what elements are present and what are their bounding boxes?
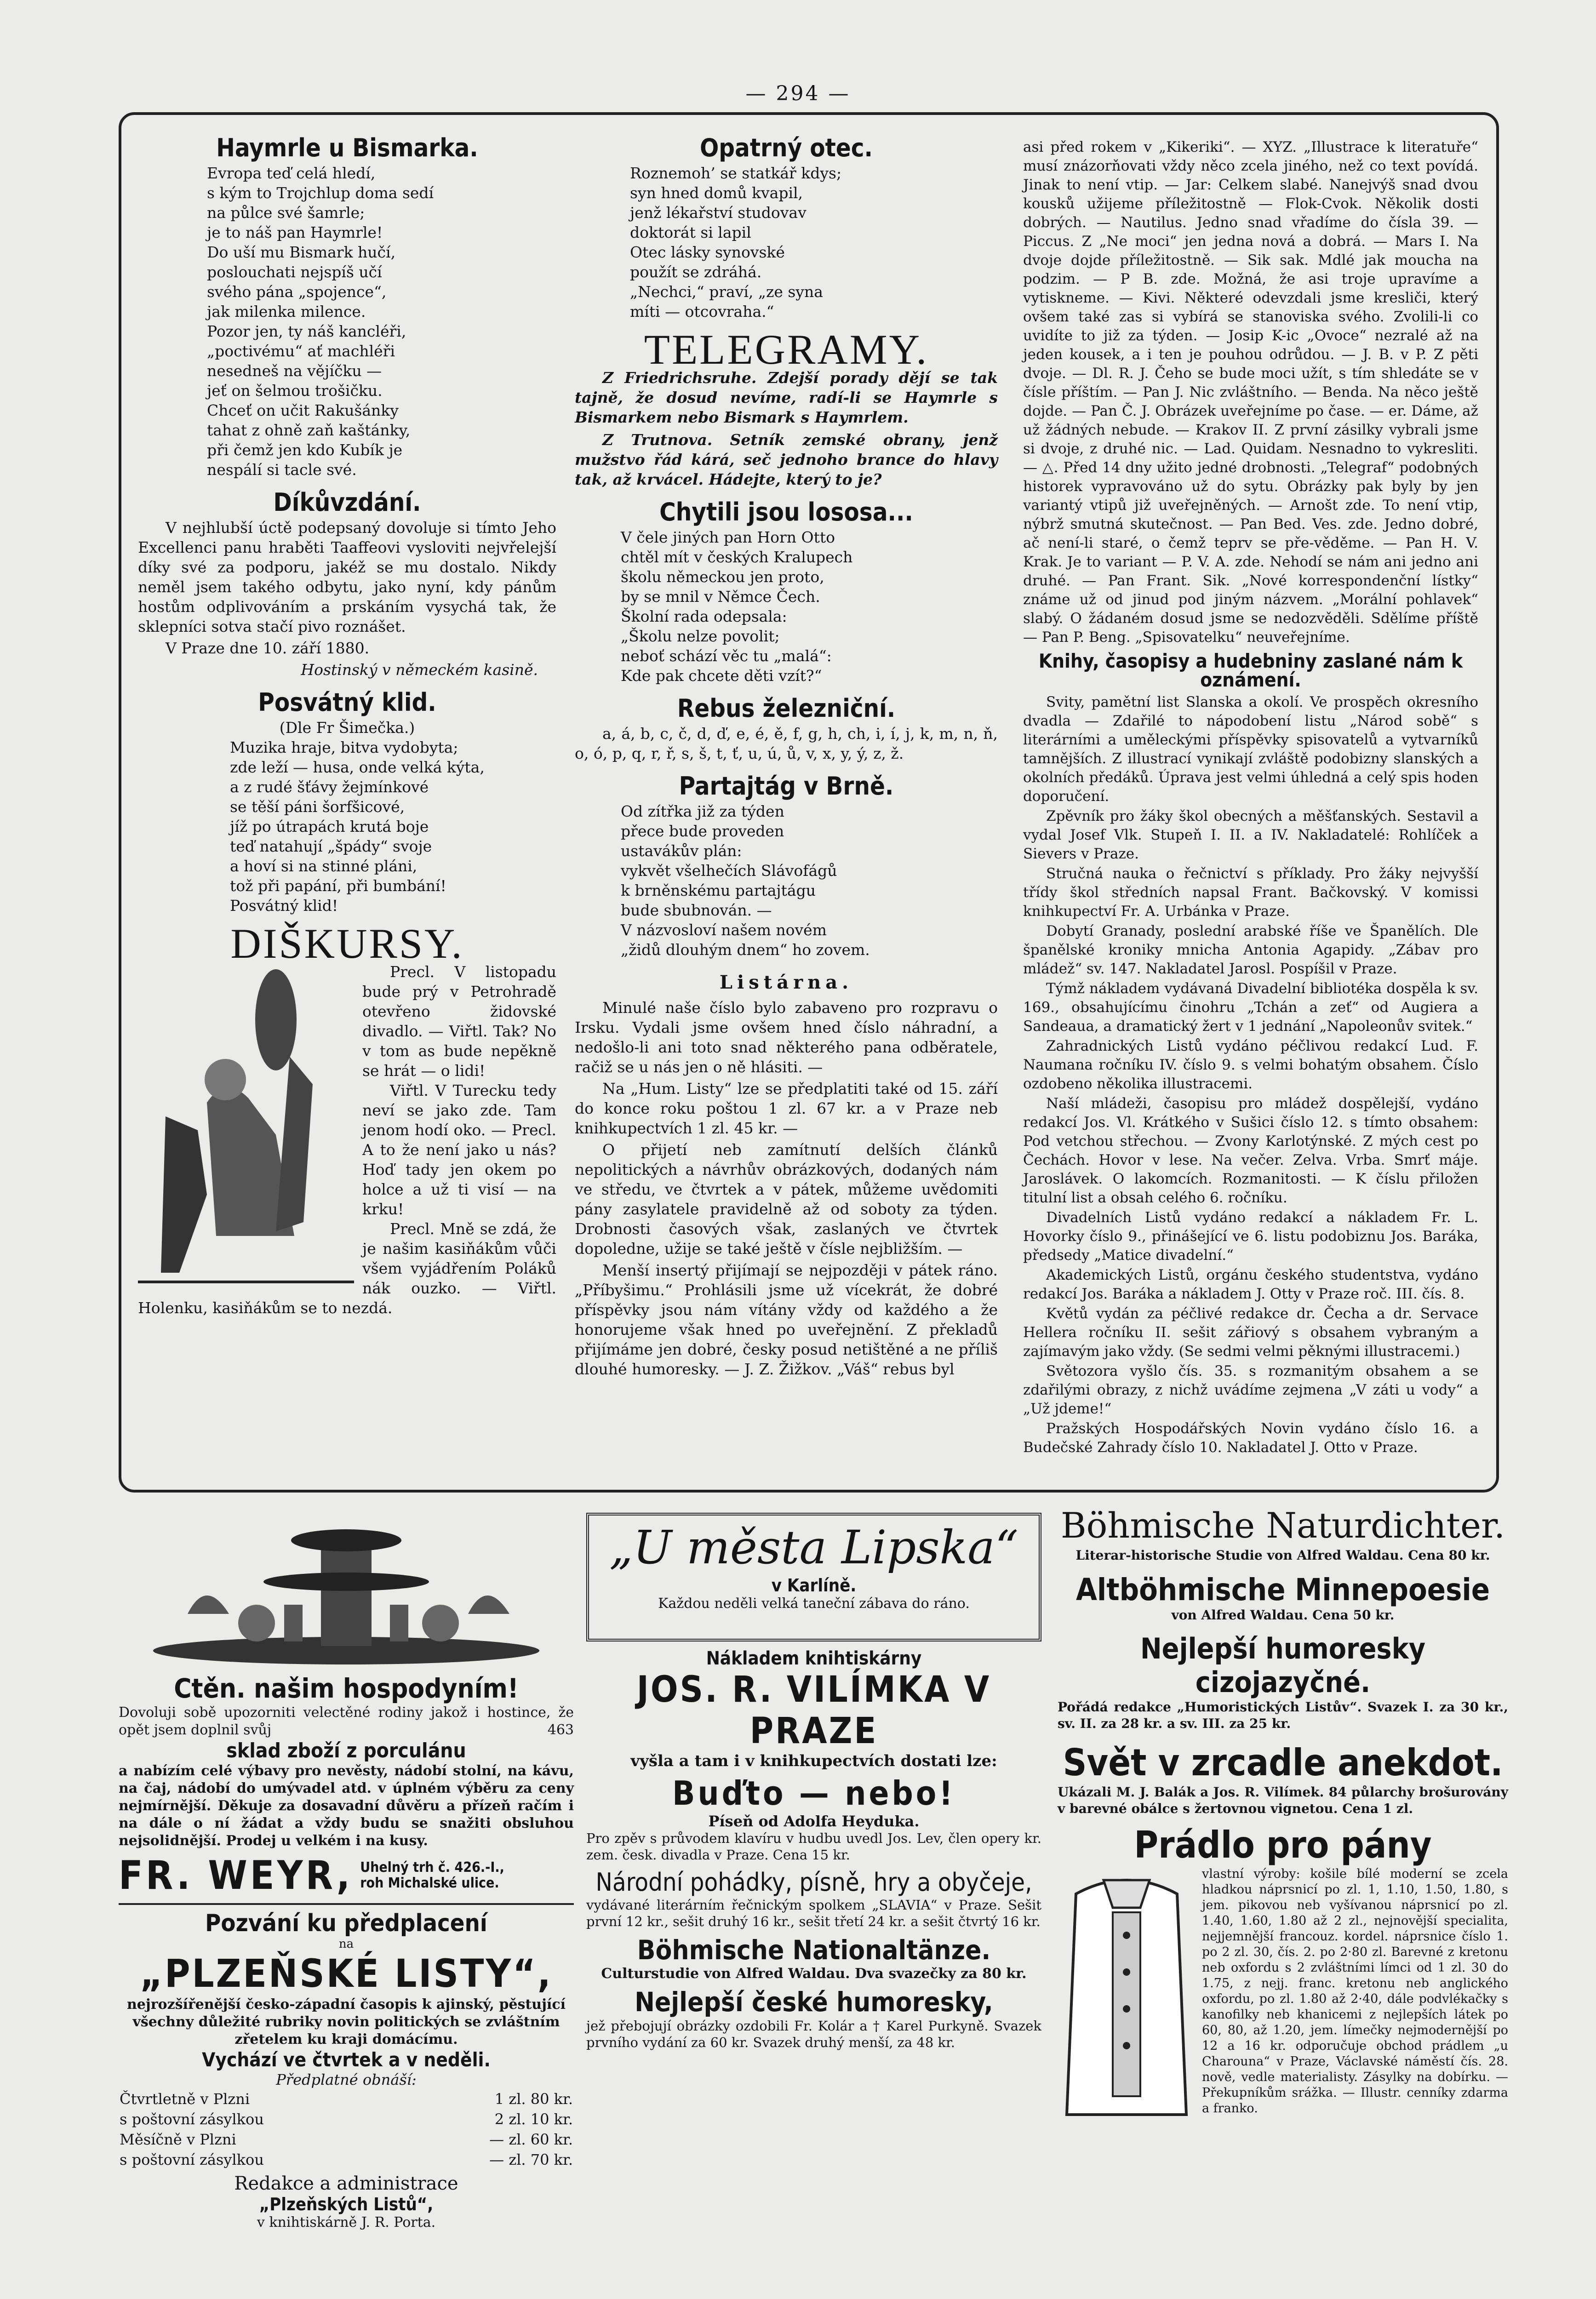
divider bbox=[119, 1903, 574, 1905]
poem-chytili-line: „Školu nelze povolit; bbox=[621, 627, 780, 645]
poem-haymrle-line: Pozor jen, ty náš kancléři, bbox=[207, 322, 406, 340]
plzen-intro: Pozvání ku předplacení bbox=[205, 1910, 487, 1937]
thanks-signature: Hostinský v německém kasině. bbox=[301, 661, 538, 679]
waldau-t4: Svět v zrcadle anekdot. bbox=[1063, 1741, 1503, 1784]
poem-opatrny-line: Otec lásky synovské bbox=[630, 243, 785, 261]
ad-left-column bbox=[119, 1513, 574, 2230]
heading-posvatny-klid: Posvátný klid. bbox=[258, 688, 436, 717]
pradlo-title: Prádlo pro pány bbox=[1134, 1824, 1432, 1866]
lipska-text: Každou neděli velká taneční zábava do ráno. bbox=[658, 1596, 970, 1612]
price-label: Měsíčně v Plzni bbox=[120, 2131, 236, 2148]
poem-partajtag-line: ustavákův plán: bbox=[621, 842, 742, 860]
poem-partajtag-line: vykvět všelhečích Slávofágů bbox=[621, 862, 837, 880]
poem-chytili-line: Kde pak chcete děti vzít?“ bbox=[621, 667, 822, 685]
plzen-schedule: Vychází ve čtvrtek a v neděli. bbox=[202, 2048, 491, 2071]
price-label: s poštovní zásylkou bbox=[120, 2110, 264, 2128]
heading-rebus: Rebus železniční. bbox=[677, 694, 896, 723]
poem-opatrny-line: Roznemoh’ se statkář kdys; bbox=[630, 164, 842, 182]
listarna-3: O přijetí neb zamítnutí delších článků nepolitických a návrhův obrázkových, dodaných nám ve středu, ve čtvrtek a v pátek, můžeme uvědomiti pány zasylatele pravidelně až od soboty za týden. Drobnosti časových však, zaslaných ve čtvrtek dopoledne, užije se také ještě v čísle nejbližším. — bbox=[575, 1141, 998, 1258]
listarna-1: Minulé naše číslo bylo zabaveno pro rozpravu o Irsku. Vydali jsme ovšem hned číslo náhradní, a nedošlo-li ani toto snad některého pana odběratele, račiž se u nás jen o ně hlásiti. — bbox=[575, 999, 998, 1076]
book-notice: Stručná nauka o řečnictví s příklady. Pro žáky nejvyšší třídy škol středních napsal Frant. Bačkovský. V komissi knihkupectví Fr. A. Urbánka v Praze. bbox=[1023, 865, 1478, 920]
book-notice: Květů vydán za péčlivé redakce dr. Čecha a dr. Servace Hellera ročníku II. sešit zářiový s obsahem vybraným a zajímavým jako vždy. (Se sedmi velmi pěknými illustracemi.) bbox=[1023, 1305, 1478, 1360]
price-label: Čtvrtletně v Plzni bbox=[120, 2090, 250, 2108]
heading-opatrny-otec: Opatrný otec. bbox=[699, 133, 873, 162]
poem-partajtag bbox=[575, 801, 998, 960]
waldau-t2-sub: von Alfred Waldau. Cena 50 kr. bbox=[1171, 1607, 1395, 1623]
poem-haymrle-line: na půlce své šamrle; bbox=[207, 204, 365, 222]
waldau-t1-sub: Literar-historische Studie von Alfred Waldau. Cena 80 kr. bbox=[1075, 1548, 1490, 1563]
poem-opatrny-line: míti — otcovraha.“ bbox=[630, 303, 774, 320]
heading-listarna: Listárna. bbox=[719, 972, 853, 993]
plzen-prices-head: Předplatné obnáší: bbox=[276, 2071, 417, 2088]
posvatny-subtitle: (Dle Fr Šimečka.) bbox=[279, 719, 415, 737]
pradlo-body bbox=[1058, 1866, 1508, 2124]
book3-text: Culturstudie von Alfred Waldau. Dva svazečky za 80 kr. bbox=[601, 1966, 1027, 1982]
book-notice: Dobytí Granady, poslední arabské říše ve Španělích. Dle španělské kroniky mnicha Antonia Agapidy. „Zábav pro mládež“ sv. 147. Nakladatel Jarosl. Pospíšil v Praze. bbox=[1023, 923, 1478, 977]
poem-posvatny-line: a z rudé šťávy žejmínkové bbox=[230, 778, 429, 796]
poem-opatrny-line: jenž lékařství studovav bbox=[630, 204, 807, 222]
poem-chytili-line: školu německou jen proto, bbox=[621, 568, 824, 586]
price-value: — zl. 60 kr. bbox=[489, 2131, 573, 2148]
diskursy-section bbox=[138, 962, 556, 1318]
telegram-2: Z Trutnova. Setník zemské obrany, jenž mužstvo řád kárá, seč jednoho brance do hlavy tak, až krvácel. Hádejte, který to je? bbox=[575, 431, 998, 488]
price-value: 2 zl. 10 kr. bbox=[494, 2110, 573, 2128]
listarna-2: Na „Hum. Listy“ lze se předplatiti také od 15. září do konce roku poštou 1 zl. 67 kr. a v Praze neb knihkupectvích 1 zl. 45 kr. — bbox=[575, 1080, 998, 1137]
book-notice: Naší mládeži, časopisu pro mládež dospělejší, vydáno redakcí Jos. Vl. Krátkého v Sušici číslo 12. s tímto obsahem: Pod vetchou střechou. — Zvony Karlotýnské. Z mých cest po Čechách. Hovor v lese. Na večer. Zelva. Vrba. Smrť máje. Jaroslávek. O lakomcích. Rozmanitosti. — K číslu přiložen titulní list a obsah celého 6. ročníku. bbox=[1023, 1095, 1478, 1206]
poem-haymrle-line: poslouchati nejspíš učí bbox=[207, 263, 382, 281]
poem-posvatny-line: teď natahují „špády“ svoje bbox=[230, 837, 432, 855]
weyr-heading: Ctěn. našim hospodyním! bbox=[174, 1673, 519, 1704]
books-list bbox=[1023, 693, 1478, 1457]
heading-haymrle: Haymrle u Bismarka. bbox=[216, 133, 478, 162]
poem-opatrny-line: syn hned domů kvapil, bbox=[630, 184, 803, 202]
lipska-box bbox=[586, 1513, 1041, 1641]
poem-posvatny-line: zde leží — husa, onde velká kýta, bbox=[230, 758, 485, 776]
plzen-na: na bbox=[338, 1937, 354, 1951]
shirt-illustration bbox=[1058, 1866, 1196, 2124]
book2-text: vydávané literárním řečnickým spolkem „SLAVIA“ v Praze. Sešit první 12 kr., sešit druhý 16 kr., sešit třetí 24 kr. a sešit čtvrtý 16 kr. bbox=[586, 1897, 1041, 1929]
price-value: — zl. 70 kr. bbox=[489, 2151, 573, 2168]
waldau-t3-sub: Pořádá redakce „Humoristických Listův“. Svazek I. za 30 kr., sv. II. za 28 kr. a sv. III. za 25 kr. bbox=[1058, 1699, 1508, 1731]
poem-haymrle-line: nesedneš na vějíčku — bbox=[207, 362, 382, 380]
book-notice: Svity, pamětní list Slanska a okolí. Ve prospěch okresního dvadla — Zdařilé to nápodobení listu „Národ sobě“ s literárními a uměleckými příspěvky spisovatelů a vytvarníků tamnějších. Z illustrací vynikají zvláště podobizny slanských a okolních předáků. Úprava jest velmi úhledná a celý spis hoden doporučení. bbox=[1023, 694, 1478, 805]
poem-chytili-line: neboť schází věc tu „malá“: bbox=[621, 647, 832, 665]
book-notice: Divadelních Listů vydáno redakcí a nákladem Fr. L. Hovorky číslo 9., přinášející ve 6. listu podobiznu Jos. Baráka, předsedy „Matice divadelní.“ bbox=[1023, 1209, 1478, 1264]
thanks-text bbox=[138, 518, 556, 658]
price-row bbox=[120, 2089, 573, 2109]
plzen-footer1: Redakce a administrace bbox=[234, 2173, 458, 2194]
vilimek-name: JOS. R. VILÍMKA V PRAZE bbox=[636, 1669, 991, 1752]
telegrams bbox=[575, 368, 998, 489]
book1-title: Buďto — nebo! bbox=[672, 1774, 955, 1813]
lipska-title: „U města Lipska“ bbox=[609, 1521, 1018, 1574]
poem-opatrny-line: doktorát si lapil bbox=[630, 223, 751, 241]
heading-telegramy: TELEGRAMY. bbox=[644, 326, 929, 373]
book3-title: Böhmische Nationaltänze. bbox=[637, 1934, 991, 1966]
weyr-signature bbox=[119, 1853, 574, 1899]
diskurs-2: Viřtl. V Turecku tedy neví se jako zde. Tam jenom hodí oko. — Precl. A to že není jako u nás? Hoď tady jen okem po holce a už ti visí — na krku! bbox=[362, 1081, 556, 1218]
lipska-place: v Karlíně. bbox=[771, 1575, 857, 1596]
poem-haymrle-line: Chceť on učit Rakušánky bbox=[207, 401, 399, 419]
rebus-text bbox=[575, 724, 998, 763]
price-label: s poštovní zásylkou bbox=[120, 2151, 264, 2168]
poem-partajtag-line: „židů dlouhým dnem“ ho zovem. bbox=[621, 941, 870, 959]
ad-right-column bbox=[1058, 1504, 1508, 2230]
waldau-t3: Nejlepší humoresky cizojazyčné. bbox=[1140, 1632, 1426, 1699]
poem-posvatny-line: Posvátný klid! bbox=[230, 897, 338, 915]
vilimek-intro: Nákladem knihtiskárny bbox=[706, 1648, 922, 1669]
book4-title: Nejlepší české humoresky, bbox=[635, 1986, 993, 2018]
poem-posvatny bbox=[138, 738, 556, 915]
waldau-t4-sub: Ukázali M. J. Balák a Jos. R. Vilímek. 84 půlarchy brošurovány v barevné obálce s žertovnou vignetou. Cena 1 zl. bbox=[1058, 1784, 1508, 1816]
poem-posvatny-line: a hoví si na stinné pláni, bbox=[230, 857, 418, 875]
poem-chytili-line: by se mnil v Němce Čech. bbox=[621, 588, 820, 606]
column-left bbox=[138, 133, 556, 1318]
poem-opatrny-line: použít se zdráhá. bbox=[630, 263, 762, 281]
telegram-1: Z Friedrichsruhe. Zdejší porady dějí se tak tajně, že dosud nevíme, radí-li se Haymrle s Bismarkem nebo Bismark s Haymrlem. bbox=[575, 369, 998, 426]
column-right bbox=[1023, 138, 1478, 1458]
listarna-text bbox=[575, 998, 998, 1379]
poem-haymrle-line: s kým to Trojchlup doma sedí bbox=[207, 184, 434, 202]
book-notice: Zahradnických Listů vydáno péčlivou redakcí Lud. F. Naumana ročníku IV. číslo 9. s velmi bohatým obsahem. Číslo ozdobeno několika illustracemi. bbox=[1023, 1038, 1478, 1092]
heading-partajtag: Partajtág v Brně. bbox=[679, 772, 894, 801]
weyr-text2: a nabízím celé výbavy pro nevěsty, nádobí stolní, na kávu, na čaj, nádobí do umývadel atd. v úplném výběru za ceny nejmírnější. Děkuje za dosavadní důvěru a přízeň račím i na dále o ní žádat a vždy budu se snažiti obsluhou nejsolidnější. Prodej u velkém i na kusy. bbox=[119, 1763, 574, 1849]
poem-chytili-line: V čele jiných pan Horn Otto bbox=[621, 528, 835, 546]
book-notice: Světozora vyšlo čís. 35. s rozmanitým obsahem a se zdařilými obrazy, z nichž uvádíme zejmena „V záti u vody“ a „Už jdeme!“ bbox=[1023, 1363, 1478, 1417]
book1-sub: Píseň od Adolfa Heyduka. bbox=[708, 1813, 920, 1830]
poem-opatrny bbox=[575, 163, 998, 321]
weyr-name: FR. WEYR, bbox=[119, 1853, 353, 1899]
thanks-paragraph: V nejhlubší úctě podepsaný dovoluje si tímto Jeho Excellenci panu hraběti Taaffeovi vysloviti nejvřelejší díky své za podporu, jakéž se mu dostalo. Nikdy neměl jsem takého odbytu, jako nyní, kdy pánům hostům odplivováním a prskáním vysychá tak, že sklepníci sotva stačí pivo roznášet. bbox=[138, 519, 556, 635]
poem-haymrle-line: je to náš pan Haymrle! bbox=[207, 223, 383, 241]
poem-haymrle-line: tahat z ohně zaň kaštánky, bbox=[207, 421, 411, 439]
heading-dikuvzdani: Díkůvzdání. bbox=[273, 488, 421, 517]
book-notice: Zpěvník pro žáky škol obecných a měšťanských. Sestavil a vydal Josef Vlk. Stupeň I. II. a IV. Nakladatelé: Rohlíček a Sievers v Praze. bbox=[1023, 808, 1478, 862]
ad-middle-column bbox=[586, 1513, 1041, 2221]
pradlo-text: vlastní výroby: košile bílé moderní se zcela hladkou náprsnicí po zl. 1, 1.10, 1.50, 1.80, s jem. pikovou neb vyšívanou náprsnicí po zl. 1.40, 1.60, 1.80 až 2 zl., nejnovější specialita, nejjemnější francouz. kordel. náprsnice číslo 1. po 2 zl. 30, čís. 2. po 2·80 zl. Barevné z kretonu neb oxfordu s 2 zvláštními límci od 1 zl. 30 do 1.75, z nejj. franc. kretonu neb anglického oxfordu, po zl. 1.80 až 2·40, dále podvlékačky s kanofilky neb khanicemi z nejlepších látek po 60, 80, až 1.20, jem. límečky nejmodernější po 12 a 16 kr. odporučuje obchod prádlem „u Charouna“ v Praze, Václavské náměstí čís. 28. nově, vedle materialisty. Zásylky na dobírku. — Překupníkům srážka. — Illustr. cenníky zdarma a franko. bbox=[1202, 1867, 1508, 2116]
poem-partajtag-line: V názvosloví našem novém bbox=[621, 921, 827, 939]
plzen-desc: nejrozšířenější česko-západní časopis k ajinský, pěstující všechny důležité rubriky novin politických se zvláštním zřetelem ku kraji domácímu. bbox=[127, 1996, 566, 2047]
poem-chytili-line: Školní rada odepsala: bbox=[621, 607, 787, 625]
listarna-continued: asi před rokem v „Kikeriki“. — XYZ. „Illustrace k literatuře“ musí znázorňovati vždy něco zcela jiného, než co text povídá. Jinak to není vtip. — Jar: Celkem slabé. Nanejvýš snad dvou kousků užijeme příležitostně — Flok-Cvok. Několik dosti dobrých. — Nautilus. Jedno snad vřadíme do čísla 39. — Piccus. Z „Ne moci“ jen jedna nová a dobrá. — Mars I. Na dvoje dojde příležitostně. — Sik sak. Mdlé jak moucha na podzim. — P B. zde. Možná, že asi troje upravíme a vytiskneme. — Kivi. Některé odevzdali jsme kresliči, který ovšem také zas si vybírá se stanoviska svého. Zvolili-li co uvidíte to již za týden. — Josip K-ic „Ovoce“ nezralé až na jeden kousek, a i ten je pouhou odrůdou. — J. B. v P. Z pěti dvoje. — Dl. R. J. Čeho se bude moci užít, s tím shledáte se v čísle příštím. — Pan J. Nic zvláštního. — Benda. Na něco ještě dojde. — Pan Č. J. Obrázek uveřejníme po čase. — er. Dáme, až už žádných nebude. — Krakov II. Z první zásilky vybrali jsme si dvoje, z druhé nic. — Lad. Quidam. Nesnadno to vykresliti. — △. Před 14 dny užito jedné drobnosti. „Telegraf“ podobných historek vypravováno už do sytu. Obrázky pak byly by jen variantý vtipů již uveřejněných. — Arnošt zde. To není vtip, nýbrž smutná skutečnost. — Pan Bed. Ves. zde. Jedno dobré, ač není-li staré, o čemž teprv se pře-věděme. — Pan H. V. Krak. Je to variant — P. V. A. zde. Nehodí se nám ani jedno ani druhé. — Pan Frant. Sik. „Nové korrespondenční lístky“ známe už od jinud pod jiným názvem. „Morální pohlavek“ slabý. O žádaném dosud jsme se nedozvěděli. Sdělíme příště — Pan P. Beng. „Spisovatelku“ neuveřejníme. bbox=[1023, 139, 1478, 646]
poem-posvatny-line: tož při papání, při bumbání! bbox=[230, 877, 446, 895]
cartoon-illustration bbox=[138, 965, 354, 1287]
poem-partajtag-line: přece bude proveden bbox=[621, 822, 784, 840]
rebus-letters: a, á, b, c, č, d, ď, e, é, ě, f, g, h, ch, i, í, j, k, m, n, ň, o, ó, p, q, r, ř, s, š, t, ť, u, ú, ů, v, x, y, ý, z, ž. bbox=[575, 725, 998, 762]
poem-chytili bbox=[575, 527, 998, 686]
waldau-t2: Altböhmische Minnepoesie bbox=[1075, 1572, 1490, 1607]
price-value: 1 zl. 80 kr. bbox=[494, 2090, 573, 2108]
poem-haymrle-line: Do uší mu Bismark hučí, bbox=[207, 243, 396, 261]
price-row bbox=[120, 2130, 573, 2149]
heading-knihy: Knihy, časopisy a hudebniny zaslané nám k oznámení. bbox=[1038, 650, 1463, 691]
waldau-t1: Böhmische Naturdichter. bbox=[1060, 1505, 1505, 1546]
weyr-ref: 463 bbox=[547, 1722, 574, 1738]
column-middle bbox=[575, 133, 998, 1381]
plzen-title: „PLZEŇSKÉ LISTY“, bbox=[140, 1951, 553, 1996]
book-notice: Týmž nákladem vydávaná Divadelní bibliotéka dospěla k sv. 169., obsahujícímu činohru „Tchán a zeť“ od Augiera a Sandeaua, a dramatický žert v 1 jednání „Napoleonův svitek.“ bbox=[1023, 980, 1478, 1035]
book-notice: Pražských Hospodářských Novin vydáno číslo 16. a Budečské Zahrady číslo 10. Nakladatel J. Otto v Praze. bbox=[1023, 1420, 1478, 1456]
heading-chytili: Chytili jsou lososa... bbox=[659, 498, 913, 526]
poem-posvatny-line: jíž po útrapách krutá boje bbox=[230, 818, 429, 835]
diskurs-1: Precl. V listopadu bude prý v Petrohradě otevřeno židovské divadlo. — Viřtl. Tak? No v tom as bude nepěkně se hrát — o lidi! bbox=[362, 963, 556, 1080]
vilimek-sub: vyšla a tam i v knihkupectvích dostati lze: bbox=[630, 1752, 997, 1770]
plzen-footer2: „Plzeňských Listů“, bbox=[259, 2194, 434, 2214]
book-notice: Akademických Listů, orgánu českého studentstva, vydáno redakcí Jos. Baráka a nákladem J. Otty v Praze roč. III. čís. 8. bbox=[1023, 1267, 1478, 1302]
price-row bbox=[120, 2150, 573, 2169]
poem-chytili-line: chtěl mít v českých Kralupech bbox=[621, 548, 853, 566]
poem-haymrle bbox=[138, 163, 556, 480]
poem-partajtag-line: k brněnskému partajtágu bbox=[621, 881, 816, 899]
poem-haymrle-line: nespálí si tacle své. bbox=[207, 461, 357, 479]
thanks-date: V Praze dne 10. září 1880. bbox=[166, 639, 370, 657]
poem-haymrle-line: Evropa teď celá hledí, bbox=[207, 164, 376, 182]
poem-partajtag-line: bude sbubnován. — bbox=[621, 901, 772, 919]
weyr-address: Uhelný trh č. 426.-I., roh Michalské ulice. bbox=[360, 1859, 504, 1891]
porcelain-illustration bbox=[119, 1513, 574, 1669]
weyr-text1: Dovoluji sobě upozorniti velectěné rodiny jakož i hostince, že opět jsem doplnil svůj 463 bbox=[119, 1704, 574, 1738]
heading-diskursy: DIŠKURSY. bbox=[230, 920, 464, 967]
weyr-heading2: sklad zboží z porculánu bbox=[226, 1739, 466, 1762]
poem-posvatny-line: Muzika hraje, bitva vydobyta; bbox=[230, 738, 458, 756]
book2-title: Národní pohádky, písně, hry a obyčeje, bbox=[595, 1868, 1032, 1897]
plzen-prices bbox=[119, 2088, 574, 2170]
poem-posvatny-line: se těší páni šorfšicové, bbox=[230, 798, 405, 816]
poem-haymrle-line: jak milenka milence. bbox=[207, 303, 366, 320]
price-row bbox=[120, 2110, 573, 2129]
poem-haymrle-line: při čemž jen kdo Kubík je bbox=[207, 441, 403, 459]
book1-text: Pro zpěv s průvodem klavíru v hudbu uvedl Jos. Lev, člen opery kr. zem. česk. divadla v Praze. Cena 15 kr. bbox=[586, 1830, 1041, 1863]
poem-haymrle-line: jeť on šelmou trošičku. bbox=[207, 382, 383, 400]
poem-haymrle-line: svého pána „spojence“, bbox=[207, 283, 387, 301]
poem-opatrny-line: „Nechci,“ praví, „ze syna bbox=[630, 283, 823, 301]
book4-text: jež přebojují obrázky ozdobili Fr. Kolár a † Karel Purkyně. Svazek prvního vydání za 60 kr. Svazek druhý menší, za 48 kr. bbox=[586, 2018, 1041, 2050]
listarna-4: Menší insertý přijímají se nejpozději v pátek ráno. „Příbyšimu.“ Prohlásili jsme už vícekrát, že dobré příspěvky jsou nám vítány vždy od každého a že honorujeme však hned po uveřejnění. Z překladů přijímáme jen dobré, česky posud netištěné a ne příliš dlouhé humoresky. — J. Z. Žižkov. „Váš“ rebus byl bbox=[575, 1261, 998, 1378]
diskurs-3: Precl. Mně se zdá, že je našim kasiňákům vůči všem vyjádřením Poláků nák ouzko. — Viřtl. Holenku, kasiňákům se to nezdá. bbox=[138, 1220, 556, 1317]
plzen-footer3: v knihtiskárně J. R. Porta. bbox=[257, 2214, 436, 2230]
poem-partajtag-line: Od zítřka již za týden bbox=[621, 802, 784, 820]
page-number: — 294 — bbox=[745, 82, 851, 105]
poem-haymrle-line: „poctivému“ ať machléři bbox=[207, 342, 395, 360]
